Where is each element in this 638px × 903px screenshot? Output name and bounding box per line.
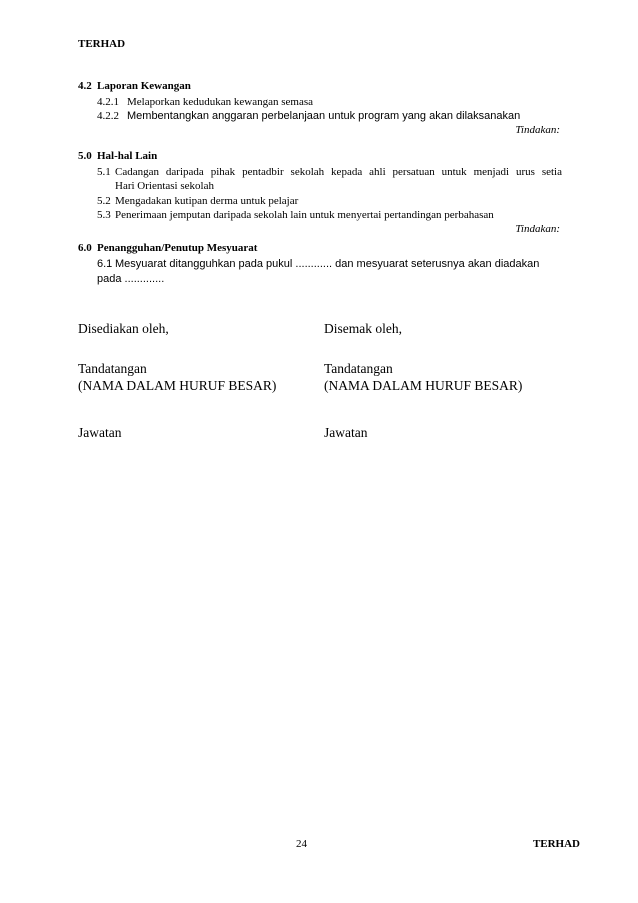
prepared-signature-label: Tandatangan [78,361,147,376]
section-5-0-action: Tindakan: [515,223,560,235]
item-5-1-number: 5.1 [97,166,111,178]
item-4-2-2-number: 4.2.2 [97,110,119,122]
item-4-2-1-text: Melaporkan kedudukan kewangan semasa [127,96,314,108]
reviewed-signature-label: Tandatangan [324,361,393,376]
item-4-2-1-number: 4.2.1 [97,96,119,108]
item-5-3-number: 5.3 [97,209,111,221]
item-5-2-number: 5.2 [97,195,111,207]
footer-classification: TERHAD [532,838,580,850]
item-6-1-number: 6.1 [97,258,113,270]
item-5-3-text: Penerimaan jemputan daripada sekolah lain untuk menyertai pertandingan perbahasan [115,209,494,221]
item-5-1-continuation: Hari Orientasi sekolah [115,180,214,192]
section-4-2-action: Tindakan: [515,124,560,136]
header-classification: TERHAD [78,38,126,50]
item-4-2-2-text: Membentangkan anggaran perbelanjaan untuk program yang akan dilaksanakan [127,110,521,122]
item-6-1-text: Mesyuarat ditangguhkan pada pukul ............ dan mesyuarat seterusnya akan diadakan [115,258,540,270]
item-5-2-text: Mengadakan kutipan derma untuk pelajar [115,195,299,207]
prepared-by-label: Disediakan oleh, [78,321,169,336]
reviewed-position-label: Jawatan [324,425,368,440]
item-6-1-continuation: pada ............. [97,273,165,285]
prepared-position-label: Jawatan [78,425,122,440]
section-5-0-title: Hal-hal Lain [97,150,158,162]
section-6-0-title: Penangguhan/Penutup Mesyuarat [97,242,258,254]
section-4-2-title: Laporan Kewangan [97,80,191,92]
section-4-2-number: 4.2 [78,80,92,92]
item-5-1-text: Cadangan daripada pihak pentadbir sekolah kepada ahli persatuan untuk menjadi urus setia [115,166,562,178]
prepared-name-label: (NAMA DALAM HURUF BESAR) [78,378,277,393]
page-number: 24 [296,838,307,850]
reviewed-by-label: Disemak oleh, [324,321,402,336]
section-6-0-number: 6.0 [78,242,92,254]
section-5-0-number: 5.0 [78,150,92,162]
reviewed-name-label: (NAMA DALAM HURUF BESAR) [324,378,523,393]
